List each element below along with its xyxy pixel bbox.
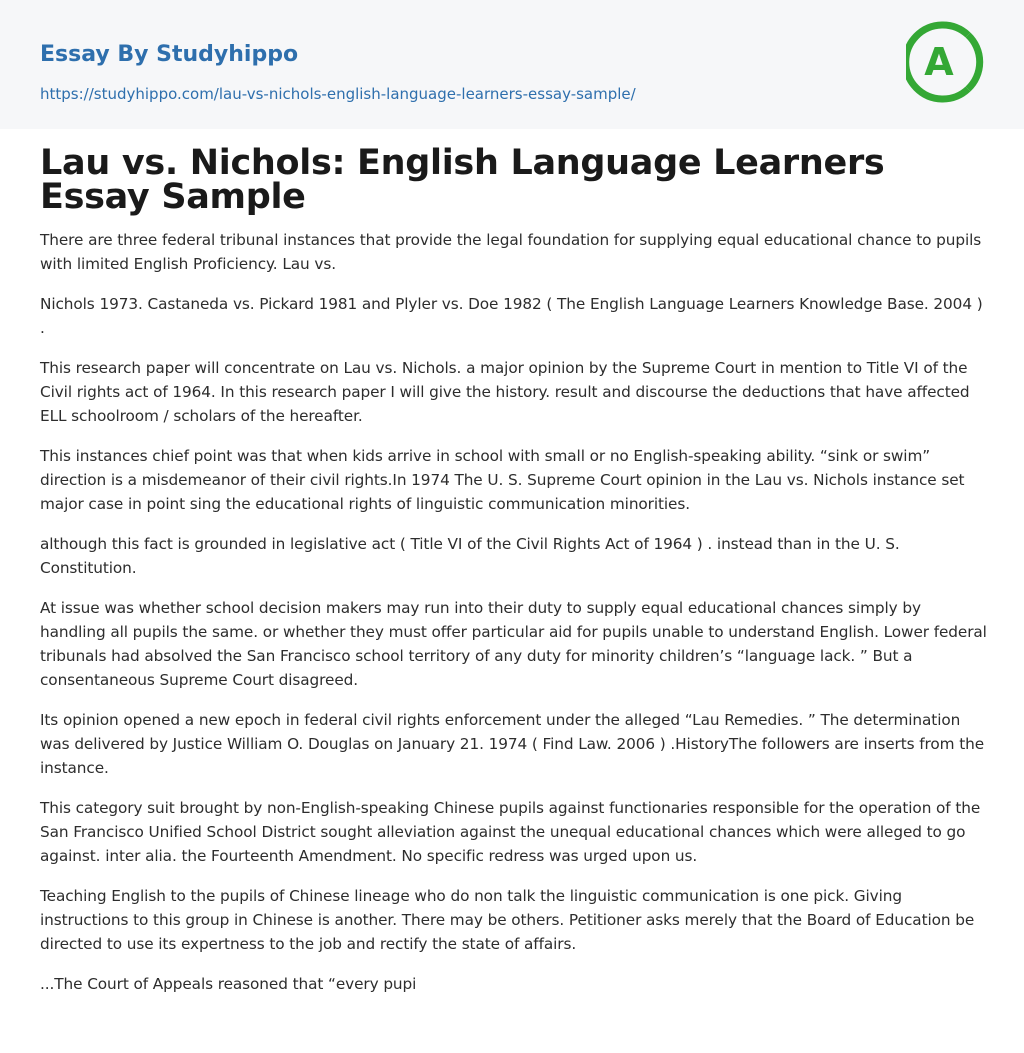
paragraph: At issue was whether school decision makers may run into their duty to supply equal educational chances simply by handling all pupils the same. or whether they must offer particular aid for pupils unable to understand English. Lower federal tribunals had absolved the San Francisco school territory of any duty for minority children’s “language lack. ” But a consentaneous Supreme Court disagreed.: [40, 599, 987, 689]
paragraph: Its opinion opened a new epoch in federal civil rights enforcement under the alleged “Lau Remedies. ” The determination was delivered by Justice William O. Douglas on January 21. 1974 ( Find Law. 2006 ) .HistoryThe followers are inserts from the instance.: [40, 711, 985, 777]
site-brand[interactable]: Essay By Studyhippo: [40, 42, 299, 67]
studyhippo-logo-icon[interactable]: [906, 18, 990, 106]
paragraph: There are three federal tribunal instances that provide the legal foundation for supplying equal educational chance to pupils with limited English Proficiency. Lau vs.: [40, 231, 982, 273]
source-url-link[interactable]: https://studyhippo.com/lau-vs-nichols-english-language-learners-essay-sample/: [40, 85, 636, 103]
page-title: Lau vs. Nichols: English Language Learners Essay Sample: [40, 143, 885, 217]
paragraph: This category suit brought by non-English-speaking Chinese pupils against functionaries responsible for the operation of the San Francisco Unified School District sought alleviation against the unequal educational chances which were alleged to go against. inter alia. the Fourteenth Amendment. No specific redress was urged upon us.: [40, 799, 981, 865]
logo-letter: A: [924, 40, 954, 84]
paragraph: This research paper will concentrate on Lau vs. Nichols. a major opinion by the Supreme Court in mention to Title VI of the Civil rights act of 1964. In this research paper I will give the history. result and discourse the deductions that have affected ELL schoolroom / scholars of the hereafter.: [40, 359, 970, 425]
article: [40, 143, 988, 1012]
site-header: [0, 0, 1024, 129]
paragraph: Nichols 1973. Castaneda vs. Pickard 1981 and Plyler vs. Doe 1982 ( The English Language Learners Knowledge Base. 2004 ) .: [40, 295, 983, 337]
paragraph: This instances chief point was that when kids arrive in school with small or no English-speaking ability. “sink or swim” direction is a misdemeanor of their civil rights.In 1974 The U. S. Supreme Court opinion in the Lau vs. Nichols instance set major case in point sing the educational rights of linguistic communication minorities.: [40, 447, 965, 513]
paragraph: Teaching English to the pupils of Chinese lineage who do non talk the linguistic communication is one pick. Giving instructions to this group in Chinese is another. There may be others. Petitioner asks merely that the Board of Education be directed to use its expertness to the job and rectify the state of affairs.: [40, 887, 975, 953]
article-body: [40, 228, 988, 996]
paragraph-truncated: ...The Court of Appeals reasoned that “every pupi: [40, 975, 417, 993]
paragraph: although this fact is grounded in legislative act ( Title VI of the Civil Rights Act of 1964 ) . instead than in the U. S. Constitution.: [40, 535, 900, 577]
